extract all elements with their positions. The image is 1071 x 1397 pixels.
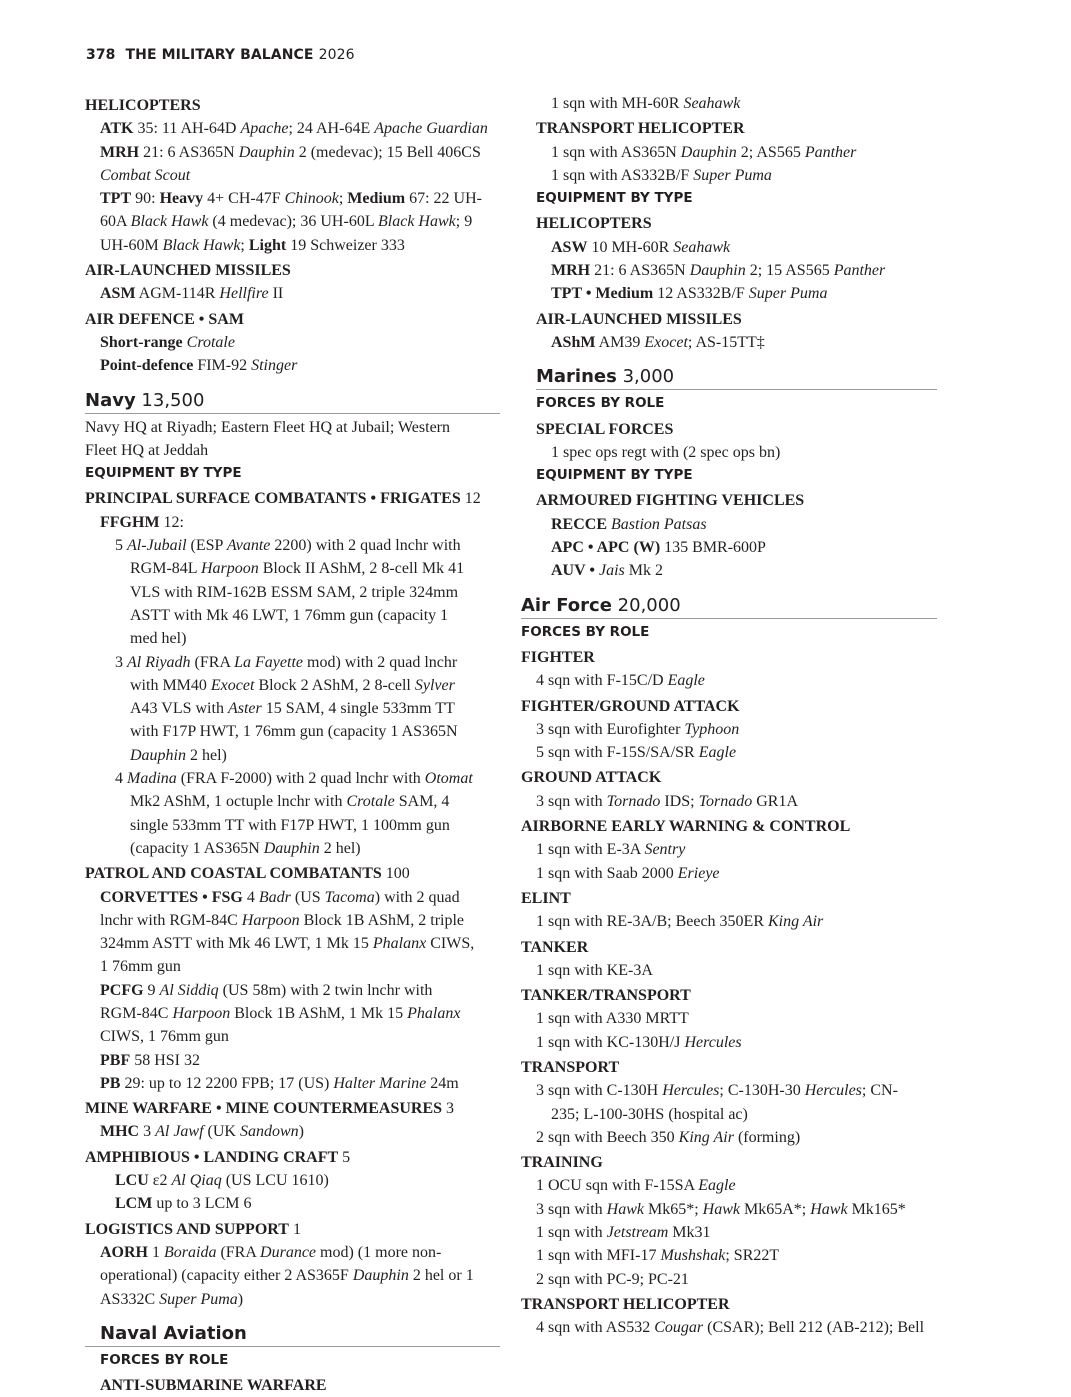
air-force-section-title: Air Force 20,000 xyxy=(521,595,937,619)
madina-line-3: single 533mm TT with F17P HWT, 1 100mm gun xyxy=(130,816,450,834)
marines-afv-heading: ARMOURED FIGHTING VEHICLES xyxy=(536,492,805,510)
naval-aviation-fbr-heading: FORCES BY ROLE xyxy=(100,1351,229,1368)
af-tt-heading: TANKER/TRANSPORT xyxy=(521,987,691,1005)
corvettes-line-2: lnchr with RGM-84C Harpoon Block 1B AShM, 2 triple xyxy=(100,911,465,929)
navy-equipment-heading: EQUIPMENT BY TYPE xyxy=(85,465,242,482)
al-jubail-line-2: RGM-84L Harpoon Block II AShM, 2 8-cell Mk 41 xyxy=(130,560,465,578)
al-riyadh-line-4: with F17P HWT, 1 76mm gun (capacity 1 AS365N xyxy=(130,723,458,741)
af-aewc-line-2: 1 sqn with Saab 2000 Erieye xyxy=(536,864,720,882)
left-column xyxy=(85,92,500,1397)
af-training-line-5: 2 sqn with PC-9; PC-21 xyxy=(536,1270,689,1288)
al-jubail-line-1: 5 Al-Jubail (ESP Avante 2200) with 2 quad lnchr with xyxy=(115,537,461,555)
na-ashm-line: AShM AM39 Exocet; AS-15TT‡ xyxy=(551,333,765,351)
asw-heading: ANTI-SUBMARINE WARFARE xyxy=(100,1377,327,1395)
af-training-line-3: 1 sqn with Jetstream Mk31 xyxy=(536,1224,711,1242)
atk-line: ATK 35: 11 AH-64D Apache; 24 AH-64E Apache Guardian xyxy=(100,120,488,138)
na-th-line-2: 1 sqn with AS332B/F Super Puma xyxy=(551,166,772,184)
af-tt-line-1: 1 sqn with A330 MRTT xyxy=(536,1010,689,1028)
ffghm-line: FFGHM 12: xyxy=(100,513,184,531)
marines-section-title: Marines 3,000 xyxy=(536,366,937,390)
af-fbr-heading: FORCES BY ROLE xyxy=(521,623,650,640)
af-transport-heading: TRANSPORT xyxy=(521,1058,620,1076)
pb-line: PB 29: up to 12 2200 FPB; 17 (US) Halter Marine 24m xyxy=(100,1074,459,1092)
na-mrh-line: MRH 21: 6 AS365N Dauphin 2; 15 AS565 Panther xyxy=(551,262,886,280)
madina-line-4: (capacity 1 AS365N Dauphin 2 hel) xyxy=(130,839,361,857)
right-column xyxy=(521,92,937,1340)
corvettes-line-4: 1 76mm gun xyxy=(100,958,181,976)
af-fighter-line-1: 4 sqn with F-15C/D Eagle xyxy=(536,672,705,690)
marines-sf-heading: SPECIAL FORCES xyxy=(536,420,674,438)
af-aewc-line-1: 1 sqn with E-3A Sentry xyxy=(536,841,686,859)
point-defence-line: Point-defence FIM-92 Stinger xyxy=(100,357,298,375)
al-jubail-line-3: VLS with RIM-162B ESSM SAM, 2 triple 324mm xyxy=(130,583,459,601)
af-training-line-2: 3 sqn with Hawk Mk65*; Hawk Mk65A*; Hawk Mk165* xyxy=(536,1200,906,1218)
marines-recce-line: RECCE Bastion Patsas xyxy=(551,515,707,533)
page-number: 378 xyxy=(86,47,116,63)
lcm-line: LCM up to 3 LCM 6 xyxy=(115,1195,252,1213)
helicopters-heading: HELICOPTERS xyxy=(85,97,201,114)
logistics-heading: LOGISTICS AND SUPPORT 1 xyxy=(85,1220,301,1238)
marines-auv-line: AUV • Jais Mk 2 xyxy=(551,562,663,580)
corvettes-line-1: CORVETTES • FSG 4 Badr (US Tacoma) with 2 quad xyxy=(100,888,460,906)
pcfg-line-1: PCFG 9 Al Siddiq (US 58m) with 2 twin lnchr with xyxy=(100,981,433,999)
alm-heading: AIR-LAUNCHED MISSILES xyxy=(85,262,291,280)
tpt-line-2: 60A Black Hawk (4 medevac); 36 UH-60L Black Hawk; 9 xyxy=(100,213,473,231)
madina-line-1: 4 Madina (FRA F-2000) with 2 quad lnchr with Otomat xyxy=(115,770,473,788)
pcfg-line-3: CIWS, 1 76mm gun xyxy=(100,1028,229,1046)
af-fga-line-1: 3 sqn with Eurofighter Typhoon xyxy=(536,720,740,738)
mh60r-sqn-line: 1 sqn with MH-60R Seahawk xyxy=(551,95,741,112)
af-elint-line-1: 1 sqn with RE-3A/B; Beech 350ER King Air xyxy=(536,913,824,931)
psc-heading: PRINCIPAL SURFACE COMBATANTS • FRIGATES 12 xyxy=(85,490,481,508)
na-th-line-1: 1 sqn with AS365N Dauphin 2; AS565 Panther xyxy=(551,143,857,161)
af-transport-line-3: 2 sqn with Beech 350 King Air (forming) xyxy=(536,1128,801,1146)
pcc-heading: PATROL AND COASTAL COMBATANTS 100 xyxy=(85,865,410,883)
mhc-line: MHC 3 Al Jawf (UK Sandown) xyxy=(100,1123,304,1141)
al-riyadh-line-1: 3 Al Riyadh (FRA La Fayette mod) with 2 quad lnchr xyxy=(115,653,458,671)
af-ga-line-1: 3 sqn with Tornado IDS; Tornado GR1A xyxy=(536,792,798,810)
marines-sf-line: 1 spec ops regt with (2 spec ops bn) xyxy=(551,443,781,461)
al-riyadh-line-5: Dauphin 2 hel) xyxy=(130,746,227,764)
af-training-line-1: 1 OCU sqn with F-15SA Eagle xyxy=(536,1177,736,1195)
af-aewc-heading: AIRBORNE EARLY WARNING & CONTROL xyxy=(521,818,851,836)
na-helicopters-heading: HELICOPTERS xyxy=(536,215,652,233)
publication-title: THE MILITARY BALANCE xyxy=(125,47,314,63)
al-riyadh-line-3: A43 VLS with Aster 15 SAM, 4 single 533mm TT xyxy=(130,700,455,718)
pcfg-line-2: RGM-84C Harpoon Block 1B AShM, 1 Mk 15 Phalanx xyxy=(100,1004,461,1022)
af-th-line-1: 4 sqn with AS532 Cougar (CSAR); Bell 212 (AB-212); Bell xyxy=(536,1319,925,1337)
na-equipment-heading: EQUIPMENT BY TYPE xyxy=(536,190,693,207)
running-head xyxy=(86,47,355,63)
madina-line-2: Mk2 AShM, 1 octuple lnchr with Crotale SAM, 4 xyxy=(130,793,450,811)
pbf-line: PBF 58 HSI 32 xyxy=(100,1051,200,1069)
marines-apc-line: APC • APC (W) 135 BMR-600P xyxy=(551,539,766,557)
asm-line: ASM AGM-114R Hellfire II xyxy=(100,285,284,303)
mine-warfare-heading: MINE WARFARE • MINE COUNTERMEASURES 3 xyxy=(85,1100,455,1118)
af-fighter-heading: FIGHTER xyxy=(521,648,595,666)
na-tpt-line: TPT • Medium 12 AS332B/F Super Puma xyxy=(551,285,828,303)
navy-section-title: Navy 13,500 xyxy=(85,390,500,414)
af-training-line-4: 1 sqn with MFI-17 Mushshak; SR22T xyxy=(536,1247,780,1265)
marines-equipment-heading: EQUIPMENT BY TYPE xyxy=(536,467,693,484)
af-tanker-line-1: 1 sqn with KE-3A xyxy=(536,961,653,979)
tpt-line: TPT 90: Heavy 4+ CH-47F Chinook; Medium 67: 22 UH- xyxy=(100,190,482,208)
af-tt-line-2: 1 sqn with KC-130H/J Hercules xyxy=(536,1033,742,1051)
af-tanker-heading: TANKER xyxy=(521,938,589,956)
navy-intro-2: Fleet HQ at Jeddah xyxy=(85,441,209,459)
af-elint-heading: ELINT xyxy=(521,889,571,907)
mrh-line: MRH 21: 6 AS365N Dauphin 2 (medevac); 15 Bell 406CS xyxy=(100,143,481,161)
af-transport-line-1: 3 sqn with C-130H Hercules; C-130H-30 Hercules; CN- xyxy=(536,1082,898,1100)
publication-year: 2026 xyxy=(318,47,355,63)
short-range-line: Short-range Crotale xyxy=(100,333,235,351)
air-defence-heading: AIR DEFENCE • SAM xyxy=(85,310,244,328)
af-training-heading: TRAINING xyxy=(521,1154,603,1172)
al-jubail-line-5: med hel) xyxy=(130,630,187,648)
aorh-line-2: operational) (capacity either 2 AS365F Dauphin 2 hel or 1 xyxy=(100,1267,474,1285)
af-transport-line-2: 235; L-100-30HS (hospital ac) xyxy=(551,1105,748,1123)
na-transport-heli-heading: TRANSPORT HELICOPTER xyxy=(536,120,745,138)
corvettes-line-3: 324mm ASTT with Mk 46 LWT, 1 Mk 15 Phalanx CIWS, xyxy=(100,935,475,953)
al-jubail-line-4: ASTT with Mk 46 LWT, 1 76mm gun (capacity 1 xyxy=(130,606,449,624)
amphibious-heading: AMPHIBIOUS • LANDING CRAFT 5 xyxy=(85,1148,351,1166)
na-asw-line: ASW 10 MH-60R Seahawk xyxy=(551,238,731,256)
aorh-line-3: AS332C Super Puma) xyxy=(100,1290,244,1308)
aorh-line-1: AORH 1 Boraida (FRA Durance mod) (1 more non- xyxy=(100,1243,442,1261)
navy-intro-1: Navy HQ at Riyadh; Eastern Fleet HQ at Jubail; Western xyxy=(85,418,450,436)
na-alm-heading: AIR-LAUNCHED MISSILES xyxy=(536,310,742,328)
af-fga-heading: FIGHTER/GROUND ATTACK xyxy=(521,697,740,715)
af-fga-line-2: 5 sqn with F-15S/SA/SR Eagle xyxy=(536,744,737,762)
lcu-line: LCU ε2 Al Qiaq (US LCU 1610) xyxy=(115,1172,329,1190)
af-ga-heading: GROUND ATTACK xyxy=(521,769,662,787)
marines-fbr-heading: FORCES BY ROLE xyxy=(536,395,665,412)
tpt-line-3: UH-60M Black Hawk; Light 19 Schweizer 333 xyxy=(100,236,405,254)
al-riyadh-line-2: with MM40 Exocet Block 2 AShM, 2 8-cell Sylver xyxy=(130,676,455,694)
naval-aviation-section-title: Naval Aviation xyxy=(85,1323,500,1347)
mrh-line-2: Combat Scout xyxy=(100,166,191,184)
af-th-heading: TRANSPORT HELICOPTER xyxy=(521,1295,730,1313)
